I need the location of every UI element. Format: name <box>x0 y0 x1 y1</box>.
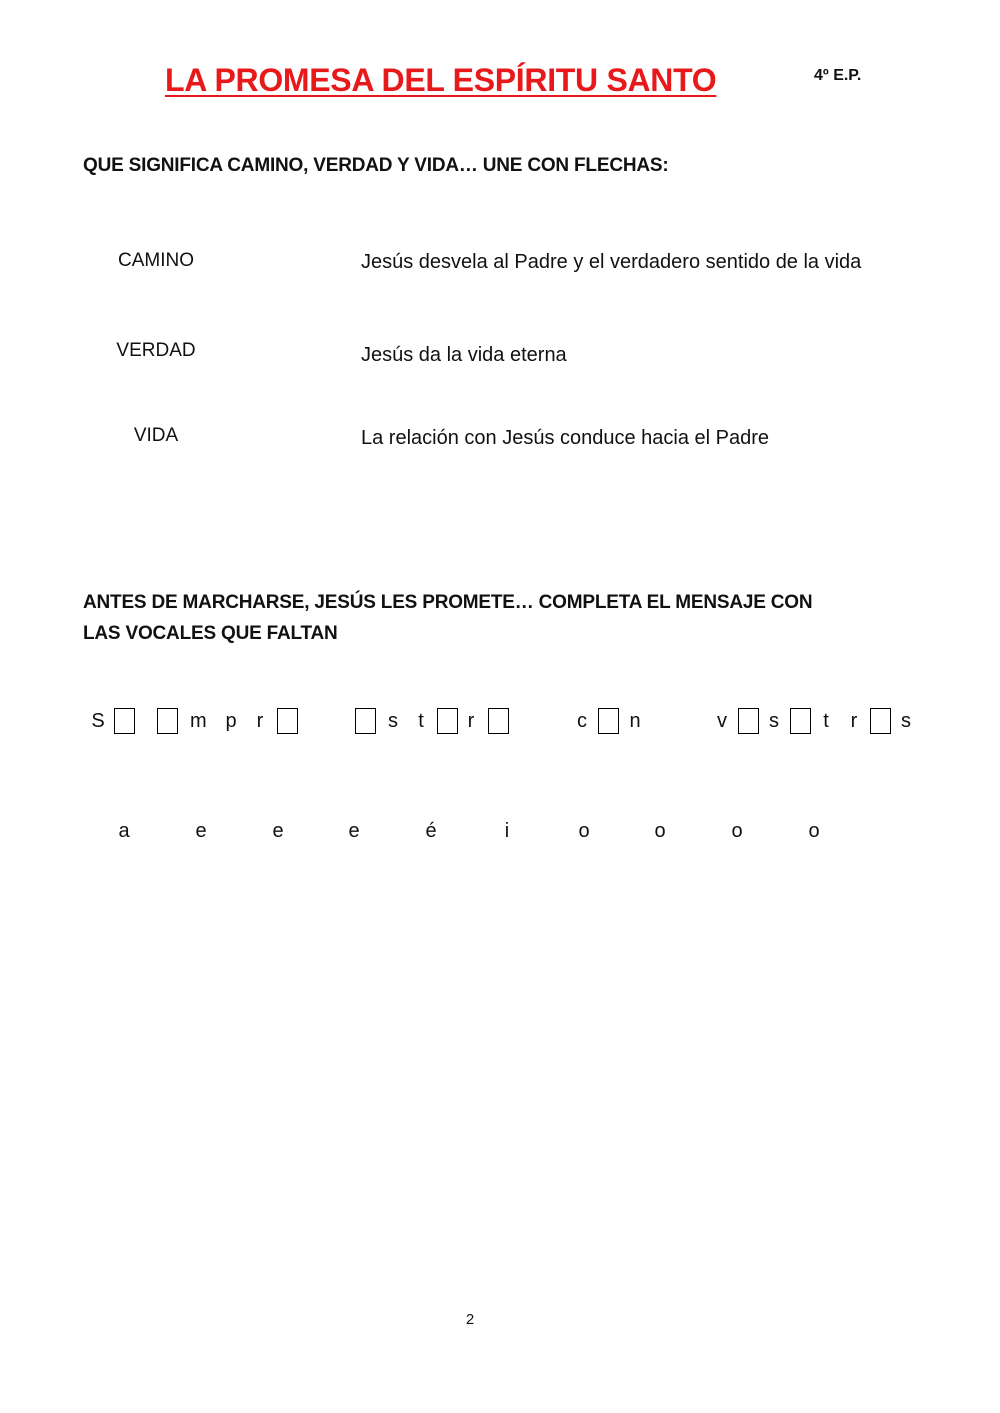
page-number: 2 <box>465 1311 475 1328</box>
term-camino[interactable]: CAMINO <box>118 250 194 271</box>
vowel-blank[interactable] <box>598 708 619 734</box>
message-letter: c <box>577 710 587 732</box>
message-letter: r <box>256 710 264 732</box>
page-title: LA PROMESA DEL ESPÍRITU SANTO <box>165 62 717 98</box>
section2-heading-line1: ANTES DE MARCHARSE, JESÚS LES PROMETE… COMPLETA EL MENSAJE CON <box>83 592 813 613</box>
vowel-blank[interactable] <box>437 708 458 734</box>
vowel-option[interactable]: a <box>118 820 130 842</box>
message-letter: m <box>190 710 207 732</box>
message-letter: t <box>823 710 829 732</box>
term-vida[interactable]: VIDA <box>133 425 179 446</box>
vowel-option[interactable]: o <box>808 820 820 842</box>
vowel-blank[interactable] <box>157 708 178 734</box>
vowel-option[interactable]: o <box>731 820 743 842</box>
vowel-blank[interactable] <box>488 708 509 734</box>
definition-3[interactable]: La relación con Jesús conduce hacia el Padre <box>361 427 770 449</box>
message-letter: S <box>91 710 105 732</box>
section1-heading: QUE SIGNIFICA CAMINO, VERDAD Y VIDA… UNE CON FLECHAS: <box>83 155 669 176</box>
message-letter: r <box>467 710 475 732</box>
term-verdad[interactable]: VERDAD <box>116 340 196 361</box>
vowel-option[interactable]: o <box>654 820 666 842</box>
vowel-option[interactable]: o <box>578 820 590 842</box>
message-letter: n <box>629 710 641 732</box>
vowel-option[interactable]: e <box>272 820 284 842</box>
vowel-option[interactable]: é <box>425 820 437 842</box>
vowel-blank[interactable] <box>114 708 135 734</box>
section2-heading <box>83 587 812 649</box>
grade-label: 4º E.P. <box>814 67 862 84</box>
message-letter: s <box>769 710 779 732</box>
definition-2[interactable]: Jesús da la vida eterna <box>361 344 567 366</box>
message-letter: s <box>388 710 398 732</box>
vowel-blank[interactable] <box>277 708 298 734</box>
vowel-option[interactable]: e <box>195 820 207 842</box>
vowel-option[interactable]: i <box>504 820 510 842</box>
vowel-blank[interactable] <box>790 708 811 734</box>
section2-heading-line2: LAS VOCALES QUE FALTAN <box>83 623 338 644</box>
vowel-blank[interactable] <box>355 708 376 734</box>
vowel-option[interactable]: e <box>348 820 360 842</box>
message-letter: r <box>850 710 858 732</box>
definition-1[interactable]: Jesús desvela al Padre y el verdadero sentido de la vida <box>361 251 862 273</box>
message-letter: s <box>901 710 911 732</box>
vowel-blank[interactable] <box>738 708 759 734</box>
message-letter: t <box>418 710 424 732</box>
message-letter: v <box>717 710 727 732</box>
vowel-blank[interactable] <box>870 708 891 734</box>
message-letter: p <box>225 710 237 732</box>
